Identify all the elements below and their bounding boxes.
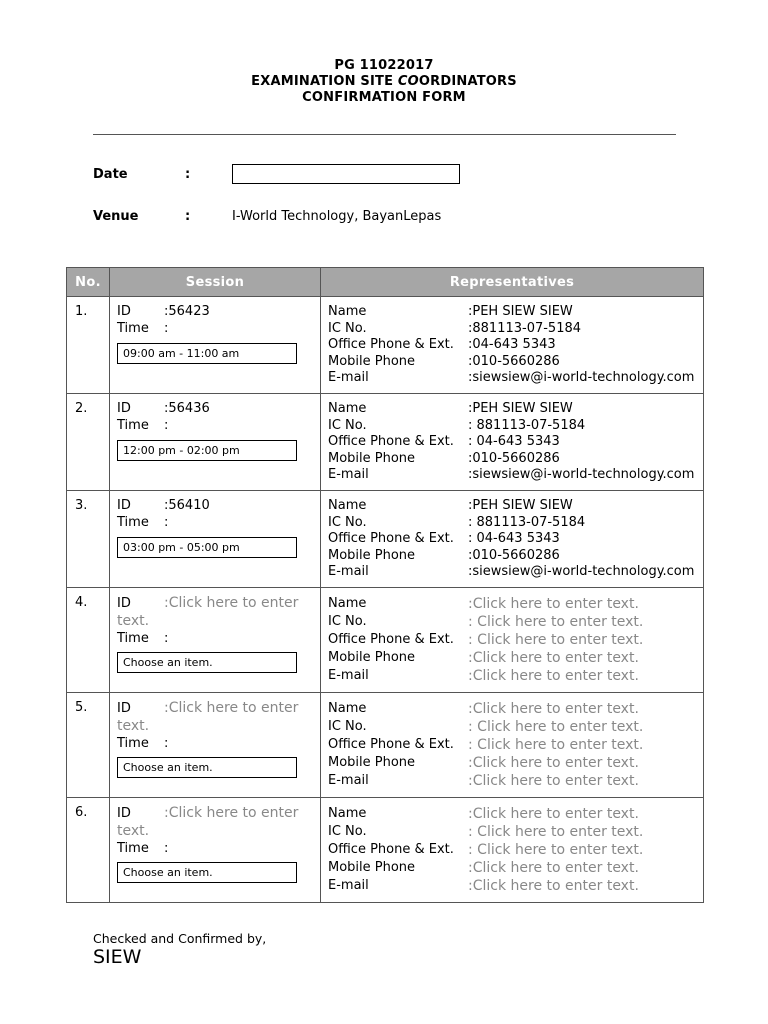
rep-line: [328, 823, 703, 841]
session-cell: [110, 588, 321, 693]
rep-placeholder[interactable]: Click here to enter text.: [477, 632, 644, 648]
col-header-session: Session: [110, 268, 321, 297]
session-id-label: ID: [117, 401, 131, 416]
rep-colon: :: [468, 878, 473, 894]
confirmer-name: SIEW: [93, 946, 142, 968]
session-id-colon: :: [164, 700, 169, 716]
rep-line: [328, 304, 703, 321]
table-row: [67, 394, 704, 491]
rep-value[interactable]: :PEH SIEW SIEW: [468, 498, 573, 513]
session-time-line: [117, 840, 320, 858]
rep-line: [328, 595, 703, 613]
representatives-cell: [321, 491, 704, 588]
rep-label: Name: [328, 701, 367, 716]
rep-line: [328, 515, 703, 532]
time-slot-dropdown[interactable]: 09:00 am - 11:00 am: [117, 343, 297, 364]
form-title: EXAMINATION SITE COORDINATORS: [251, 74, 517, 89]
time-slot-dropdown[interactable]: 03:00 pm - 05:00 pm: [117, 537, 297, 558]
time-slot-dropdown[interactable]: 12:00 pm - 02:00 pm: [117, 440, 297, 461]
table-row: [67, 588, 704, 693]
session-id-placeholder[interactable]: Click here to enter text.: [117, 805, 299, 839]
row-number: 6.: [75, 805, 88, 820]
session-cell: [110, 394, 321, 491]
rep-label: Mobile Phone: [328, 755, 416, 770]
rep-colon: :: [468, 632, 478, 648]
session-id-value[interactable]: :56423: [164, 304, 210, 319]
rep-line: [328, 613, 703, 631]
session-id-line: [117, 498, 320, 515]
session-time-line: [117, 418, 320, 435]
rep-line: [328, 354, 703, 371]
rep-line: [328, 631, 703, 649]
rep-label: Name: [328, 304, 367, 319]
rep-value[interactable]: :010-5660286: [468, 547, 560, 563]
rep-label: Name: [328, 806, 367, 821]
rep-colon: :: [468, 719, 478, 735]
rep-label: IC No.: [328, 719, 367, 734]
rep-line: [328, 754, 703, 772]
row-number-cell: [67, 693, 110, 798]
representatives-cell: [321, 297, 704, 394]
row-number: 2.: [75, 401, 88, 416]
session-time-label: Time: [117, 320, 149, 336]
representatives-cell: [321, 693, 704, 798]
rep-line: [328, 700, 703, 718]
rep-line: [328, 531, 703, 548]
session-time-label: Time: [117, 841, 149, 856]
session-time-label: Time: [117, 514, 149, 530]
session-id-value[interactable]: :56410: [164, 498, 210, 513]
session-cell: [110, 297, 321, 394]
rep-label: E-mail: [328, 467, 369, 482]
rep-line: [328, 667, 703, 685]
session-time-line: [117, 735, 320, 753]
rep-label: Office Phone & Ext.: [328, 531, 454, 546]
rep-label: Office Phone & Ext.: [328, 632, 454, 647]
rep-line: [328, 321, 703, 338]
session-id-colon: :: [164, 805, 169, 821]
session-time-colon: :: [164, 736, 169, 751]
rep-placeholder[interactable]: Click here to enter text.: [472, 806, 639, 822]
row-number: 5.: [75, 700, 88, 715]
rep-colon: :: [468, 668, 473, 684]
header-divider: [93, 134, 676, 135]
session-id-line: [117, 401, 320, 418]
rep-label: E-mail: [328, 668, 369, 683]
rep-placeholder[interactable]: Click here to enter text.: [472, 755, 639, 771]
rep-value[interactable]: :siewsiew@i-world-technology.com: [468, 564, 695, 579]
rep-label: Office Phone & Ext.: [328, 337, 454, 352]
rep-line: [328, 859, 703, 877]
rep-value[interactable]: : 04-643 5343: [468, 434, 560, 449]
session-id-label: ID: [117, 304, 131, 319]
rep-label: IC No.: [328, 824, 367, 839]
rep-placeholder[interactable]: Click here to enter text.: [477, 824, 644, 840]
rep-colon: :: [468, 773, 473, 789]
row-number-cell: [67, 588, 110, 693]
rep-line: [328, 877, 703, 895]
rep-value[interactable]: :siewsiew@i-world-technology.com: [468, 467, 695, 482]
venue-value: I-World Technology, BayanLepas: [232, 209, 442, 224]
venue-label: Venue: [93, 209, 139, 224]
session-id-label: ID: [117, 596, 131, 611]
rep-label: Name: [328, 401, 367, 416]
rep-label: E-mail: [328, 773, 369, 788]
rep-line: [328, 434, 703, 451]
rep-colon: :: [468, 596, 473, 612]
rep-value[interactable]: :010-5660286: [468, 353, 560, 369]
rep-placeholder[interactable]: Click here to enter text.: [477, 719, 644, 735]
session-time-colon: :: [164, 514, 169, 530]
rep-line: [328, 736, 703, 754]
rep-label: E-mail: [328, 564, 369, 579]
rep-line: [328, 401, 703, 418]
table-row: [67, 491, 704, 588]
rep-label: Mobile Phone: [328, 650, 416, 665]
rep-label: E-mail: [328, 370, 369, 385]
rep-placeholder[interactable]: Click here to enter text.: [472, 860, 639, 876]
session-id-value[interactable]: :56436: [164, 401, 210, 416]
rep-line: [328, 451, 703, 468]
time-slot-dropdown[interactable]: Choose an item.: [117, 652, 297, 673]
rep-value[interactable]: : 04-643 5343: [468, 531, 560, 546]
checked-confirmed-label: Checked and Confirmed by,: [93, 931, 267, 946]
rep-label: Mobile Phone: [328, 353, 416, 369]
table-row: [67, 798, 704, 903]
rep-label: IC No.: [328, 614, 367, 629]
coordinators-table: [66, 267, 704, 903]
row-number-cell: [67, 394, 110, 491]
rep-line: [328, 841, 703, 859]
rep-value[interactable]: : 881113-07-5184: [468, 417, 586, 433]
session-id-placeholder[interactable]: Click here to enter text.: [117, 595, 299, 629]
session-id-line: [117, 595, 320, 630]
rep-placeholder[interactable]: Click here to enter text.: [477, 614, 644, 630]
rep-value[interactable]: :881113-07-5184: [468, 320, 582, 336]
rep-colon: :: [468, 860, 473, 876]
session-time-colon: :: [164, 417, 169, 433]
rep-value[interactable]: :04-643 5343: [468, 337, 556, 352]
date-input[interactable]: [232, 164, 460, 184]
rep-label: Name: [328, 596, 367, 611]
session-time-colon: :: [164, 631, 169, 646]
rep-value[interactable]: :PEH SIEW SIEW: [468, 304, 573, 319]
row-number: 1.: [75, 304, 88, 319]
rep-line: [328, 467, 703, 484]
col-header-no: No.: [67, 268, 110, 297]
rep-colon: :: [468, 737, 478, 753]
rep-label: Name: [328, 498, 367, 513]
time-slot-dropdown[interactable]: Choose an item.: [117, 757, 297, 778]
row-number-cell: [67, 297, 110, 394]
rep-colon: :: [468, 842, 478, 858]
rep-placeholder[interactable]: Click here to enter text.: [472, 701, 639, 717]
rep-label: Mobile Phone: [328, 450, 416, 466]
rep-line: [328, 370, 703, 387]
session-time-line: [117, 515, 320, 532]
table-row: [67, 693, 704, 798]
row-number-cell: [67, 491, 110, 588]
representatives-cell: [321, 394, 704, 491]
row-number: 3.: [75, 498, 88, 513]
rep-line: [328, 772, 703, 790]
rep-line: [328, 718, 703, 736]
rep-line: [328, 564, 703, 581]
rep-line: [328, 337, 703, 354]
col-header-representatives: Representatives: [321, 268, 704, 297]
rep-value[interactable]: :010-5660286: [468, 450, 560, 466]
representatives-cell: [321, 588, 704, 693]
rep-colon: :: [468, 701, 473, 717]
rep-label: IC No.: [328, 320, 367, 336]
rep-label: Mobile Phone: [328, 547, 416, 563]
rep-value[interactable]: :PEH SIEW SIEW: [468, 401, 573, 416]
rep-colon: :: [468, 614, 478, 630]
session-time-line: [117, 321, 320, 338]
session-id-line: [117, 700, 320, 735]
rep-label: E-mail: [328, 878, 369, 893]
session-cell: [110, 491, 321, 588]
rep-label: IC No.: [328, 514, 367, 530]
rep-placeholder[interactable]: Click here to enter text.: [472, 596, 639, 612]
session-time-label: Time: [117, 417, 149, 433]
form-code: PG 11022017: [334, 58, 434, 73]
session-id-line: [117, 805, 320, 840]
rep-value[interactable]: :siewsiew@i-world-technology.com: [468, 370, 695, 385]
rep-line: [328, 805, 703, 823]
session-id-label: ID: [117, 498, 131, 513]
date-label: Date: [93, 167, 128, 182]
table-row: [67, 297, 704, 394]
row-number: 4.: [75, 595, 88, 610]
session-time-label: Time: [117, 736, 149, 751]
rep-value[interactable]: : 881113-07-5184: [468, 514, 586, 530]
rep-colon: :: [468, 824, 478, 840]
rep-placeholder[interactable]: Click here to enter text.: [477, 842, 644, 858]
rep-line: [328, 548, 703, 565]
session-id-label: ID: [117, 806, 131, 821]
rep-placeholder[interactable]: Click here to enter text.: [472, 668, 639, 684]
session-id-placeholder[interactable]: Click here to enter text.: [117, 700, 299, 734]
rep-colon: :: [468, 650, 473, 666]
rep-placeholder[interactable]: Click here to enter text.: [472, 773, 639, 789]
session-id-line: [117, 304, 320, 321]
session-time-label: Time: [117, 631, 149, 646]
session-id-colon: :: [164, 595, 169, 611]
venue-colon: :: [185, 209, 191, 224]
rep-colon: :: [468, 755, 473, 771]
session-id-label: ID: [117, 701, 131, 716]
date-colon: :: [185, 167, 191, 182]
rep-placeholder[interactable]: Click here to enter text.: [477, 737, 644, 753]
rep-label: Office Phone & Ext.: [328, 434, 454, 449]
representatives-cell: [321, 798, 704, 903]
time-slot-dropdown[interactable]: Choose an item.: [117, 862, 297, 883]
row-number-cell: [67, 798, 110, 903]
rep-line: [328, 418, 703, 435]
rep-line: [328, 498, 703, 515]
rep-placeholder[interactable]: Click here to enter text.: [472, 878, 639, 894]
session-cell: [110, 798, 321, 903]
rep-placeholder[interactable]: Click here to enter text.: [472, 650, 639, 666]
session-time-colon: :: [164, 320, 169, 336]
rep-label: IC No.: [328, 417, 367, 433]
rep-line: [328, 649, 703, 667]
table-header-row: [67, 268, 704, 297]
rep-label: Office Phone & Ext.: [328, 737, 454, 752]
session-cell: [110, 693, 321, 798]
rep-colon: :: [468, 806, 473, 822]
rep-label: Office Phone & Ext.: [328, 842, 454, 857]
rep-label: Mobile Phone: [328, 860, 416, 875]
form-header: [0, 58, 768, 106]
form-subtitle: CONFIRMATION FORM: [302, 90, 466, 105]
session-time-line: [117, 630, 320, 648]
session-time-colon: :: [164, 841, 169, 856]
